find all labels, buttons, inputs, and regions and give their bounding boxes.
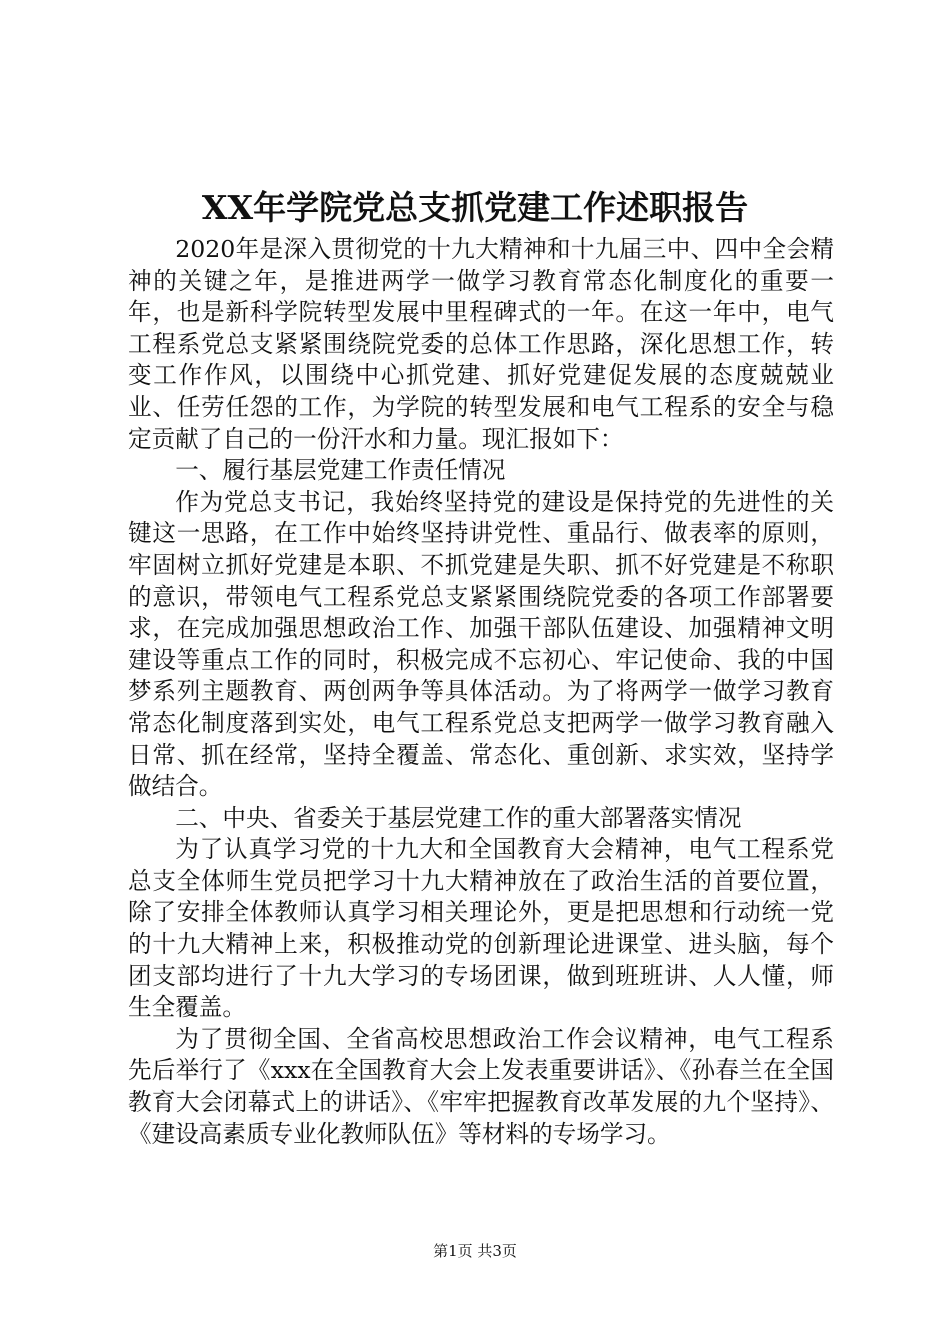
page-footer: 第1页 共3页 — [433, 1242, 517, 1260]
document-title: XX年学院党总支抓党建工作述职报告 — [201, 188, 749, 227]
section-heading-1: 一、履行基层党建工作责任情况 — [175, 456, 506, 485]
section-heading-2: 二、中央、省委关于基层党建工作的重大部署落实情况 — [175, 803, 742, 832]
paragraph-section-2b: 为了贯彻全国、全省高校思想政治工作会议精神，电气工程系先后举行了《xxx在全国教育大会上发表重要讲话》、《孙春兰在全国教育大会闭幕式上的讲话》、《牢牢把握教育改革发展的九个坚持》、《建设高素质专业化教师队伍》等材料的专场学习。 — [128, 1024, 834, 1148]
paragraph-intro: 2020年是深入贯彻党的十九大精神和十九届三中、四中全会精神的关键之年，是推进两学一做学习教育常态化制度化的重要一年，也是新科学院转型发展中里程碑式的一年。在这一年中，电气工程系党总支紧紧围绕院党委的总体工作思路，深化思想工作，转变工作作风，以围绕中心抓党建、抓好党建促发展的态度兢兢业业、任劳任怨的工作，为学院的转型发展和电气工程系的安全与稳定贡献了自己的一份汗水和力量。现汇报如下： — [128, 235, 834, 453]
paragraph-section-1: 作为党总支书记，我始终坚持党的建设是保持党的先进性的关键这一思路，在工作中始终坚持讲党性、重品行、做表率的原则，牢固树立抓好党建是本职、不抓党建是失职、抓不好党建是不称职的意识，带领电气工程系党总支紧紧围绕院党委的各项工作部署要求，在完成加强思想政治工作、加强干部队伍建设、加强精神文明建设等重点工作的同时，积极完成不忘初心、牢记使命、我的中国梦系列主题教育、两创两争等具体活动。为了将两学一做学习教育常态化制度落到实处，电气工程系党总支把两学一做学习教育融入日常、抓在经常，坚持全覆盖、常态化、重创新、求实效，坚持学做结合。 — [128, 487, 834, 801]
document-body — [128, 234, 834, 1150]
paragraph-section-2a: 为了认真学习党的十九大和全国教育大会精神，电气工程系党总支全体师生党员把学习十九大精神放在了政治生活的首要位置，除了安排全体教师认真学习相关理论外，更是把思想和行动统一党的十九大精神上来，积极推动党的创新理论进课堂、进头脑，每个团支部均进行了十九大学习的专场团课，做到班班讲、人人懂，师生全覆盖。 — [128, 835, 834, 1022]
